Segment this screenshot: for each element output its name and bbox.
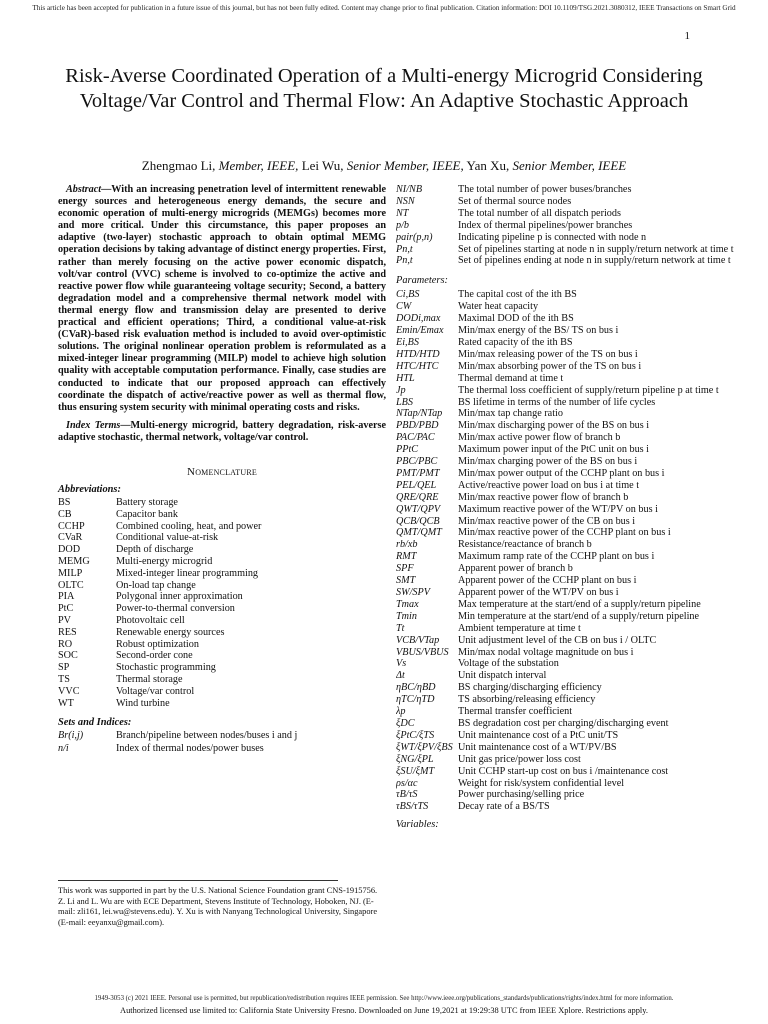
abbreviation-row [58, 627, 386, 639]
abbreviation-row-description: On-load tap change [116, 579, 196, 591]
author-role: Senior Member, IEEE, [346, 158, 464, 173]
abbreviation-row-description: Mixed-integer linear programming [116, 567, 259, 579]
parameter-row-description: Min/max charging power of the BS on bus i [458, 456, 638, 468]
abbreviation-row-description: Stochastic programming [116, 662, 216, 674]
set-row-symbol: NSN [396, 195, 415, 207]
parameter-row [396, 623, 736, 635]
set-row [396, 255, 736, 267]
parameter-row [396, 516, 736, 528]
set-row-description: The total number of power buses/branches [458, 184, 632, 195]
abbreviation-row-symbol: WT [58, 697, 74, 709]
parameter-row-symbol: QWT/QPV [396, 503, 441, 515]
parameter-row [396, 563, 736, 575]
parameter-row [396, 420, 736, 432]
parameter-row-description: Min/max reactive power of the CB on bus i [458, 515, 636, 527]
parameter-row [396, 754, 736, 766]
index-terms-lead: Index Terms [66, 419, 121, 431]
parameter-row [396, 444, 736, 456]
set-row-symbol: Pn,t [396, 243, 413, 255]
parameter-row-symbol: Ci,BS [396, 289, 420, 301]
abbreviation-row-description: Thermal storage [116, 673, 183, 685]
parameter-row [396, 682, 736, 694]
abbreviations-heading: Abbreviations: [58, 483, 121, 495]
parameter-row [396, 658, 736, 670]
parameter-row [396, 611, 736, 623]
parameter-row-description: Rated capacity of the ith BS [458, 336, 573, 348]
abbreviation-row [58, 698, 386, 710]
parameter-row-symbol: CW [396, 301, 412, 313]
abbreviation-row-symbol: PtC [58, 603, 74, 615]
parameter-row [396, 325, 736, 337]
parameter-row-symbol: VCB/VTap [396, 634, 440, 646]
abbreviation-row-symbol: CVaR [58, 532, 83, 544]
parameter-row-description: BS lifetime in terms of the number of life cycles [458, 396, 656, 408]
parameter-row [396, 670, 736, 682]
parameter-row-description: Resistance/reactance of branch b [458, 539, 592, 551]
abbreviation-row [58, 532, 386, 544]
parameter-row-description: Thermal transfer coefficient [458, 706, 573, 718]
abbreviations-list [58, 497, 386, 709]
nomenclature-heading: Nomenclature [187, 465, 257, 478]
variables-heading: Variables: [396, 819, 439, 831]
parameter-row-symbol: PPtC [396, 444, 419, 456]
parameter-row-description: Unit dispatch interval [458, 670, 547, 682]
abbreviation-row-symbol: PIA [58, 591, 75, 603]
parameter-row-symbol: QRE/QRE [396, 491, 439, 503]
parameter-row-symbol: SPF [396, 563, 414, 575]
parameter-row-symbol: NTap/NTap [396, 408, 443, 420]
abbreviation-row [58, 521, 386, 533]
set-row-symbol: NI/NB [396, 184, 423, 195]
parameter-row [396, 730, 736, 742]
parameter-row-symbol: PEL/QEL [396, 479, 437, 491]
sets-list-continued [396, 184, 736, 267]
parameter-row-description: Water heat capacity [458, 301, 539, 313]
parameter-row-description: Unit CCHP start-up cost on bus i /maintenance cost [458, 765, 669, 777]
parameter-row [396, 778, 736, 790]
parameter-row-symbol: rb/xb [396, 539, 418, 551]
set-row [58, 743, 386, 756]
set-row [58, 730, 386, 743]
parameter-row-description: Maximum ramp rate of the CCHP plant on bus i [458, 551, 655, 563]
page-number: 1 [684, 30, 690, 42]
parameter-row [396, 801, 736, 813]
abbreviation-row-description: Wind turbine [116, 697, 170, 709]
parameter-row-description: TS absorbing/releasing efficiency [458, 694, 596, 706]
set-row-description: Index of thermal pipelines/power branches [458, 219, 633, 231]
abbreviation-row-description: Capacitor bank [116, 508, 178, 520]
abbreviation-row-symbol: BS [58, 496, 71, 508]
abbreviation-row [58, 662, 386, 674]
parameter-row-description: Min/max reactive power of the CCHP plant on bus i [458, 527, 671, 539]
abbreviation-row [58, 497, 386, 509]
parameter-row-symbol: PAC/PAC [396, 432, 435, 444]
abstract-text: —With an increasing penetration level of intermittent renewable energy sources and heterogeneous energy demands, the secure and economic operation of multi-energy microgrids (MEMGs) becomes more and more critical. Under this circumstance, this paper proposes an adaptive (two-layer) stochastic approach to obtain optimal MEMG operation decisions by taking advantage of distinct energy properties. First, rather than merely focusing on the active power economic dispatch, volt/var control (VVC) scheme is involved to co-optimize the active and reactive power flow while guaranteeing voltage security; Second, a battery degradation model and a comprehensive thermal network model with thermal energy flow and transmission delay are presented to derive practical and efficient operations; Third, a conditional value-at-risk (CVaR)-based risk evaluation method is included to avoid over-optimistic solutions. The original nonlinear operation problem is reformulated as a mixed-integer linear programming (MILP) model to achieve high solution quality with acceptable computation performance. Finally, case studies are conducted to indicate that our proposed approach can effectively coordinate the dispatch of active/reactive power as well as thermal flow, thus ensuring system security with minimal operating costs and risks. [58, 184, 386, 413]
parameter-row-symbol: ξSU/ξMT [396, 765, 435, 777]
parameter-row-symbol: HTC/HTC [396, 360, 439, 372]
abbreviation-row-description: Robust optimization [116, 638, 199, 650]
abbreviation-row-symbol: RES [58, 626, 77, 638]
author-line [40, 158, 728, 174]
parameter-row-description: Active/reactive power load on bus i at time t [458, 479, 640, 491]
parameter-row-description: Maximum reactive power of the WT/PV on bus i [458, 503, 658, 515]
abbreviation-row-description: Second-order cone [116, 650, 193, 662]
parameter-row-description: Min/max absorbing power of the TS on bus i [458, 360, 642, 372]
parameter-row [396, 706, 736, 718]
parameter-row-symbol: ξNG/ξPL [396, 753, 434, 765]
abbreviation-row [58, 544, 386, 556]
parameter-row-description: Thermal demand at time t [458, 372, 564, 384]
parameter-row [396, 504, 736, 516]
parameter-row-description: BS charging/discharging efficiency [458, 682, 602, 694]
abbreviation-row-symbol: MEMG [58, 555, 90, 567]
parameter-row-symbol: LBS [396, 396, 413, 408]
parameter-row-symbol: Tmax [396, 598, 419, 610]
set-row-description: Set of thermal source nodes [458, 195, 572, 207]
parameter-row-description: Weight for risk/system confidential level [458, 777, 625, 789]
parameter-row [396, 575, 736, 587]
parameter-row-symbol: Emin/Emax [396, 325, 444, 337]
abbreviation-row-description: Depth of discharge [116, 544, 194, 556]
abbreviation-row-symbol: TS [58, 673, 70, 685]
set-row-symbol: Br(i,j) [58, 730, 84, 742]
parameter-row-description: Min/max tap change ratio [458, 408, 563, 420]
parameter-row [396, 587, 736, 599]
abbreviation-row [58, 580, 386, 592]
abbreviation-row [58, 591, 386, 603]
parameter-row-symbol: HTD/HTD [396, 348, 440, 360]
parameter-row-symbol: Jp [396, 384, 406, 396]
parameter-row-symbol: Tmin [396, 610, 417, 622]
index-terms-text: —Multi-energy microgrid, battery degradation, risk-averse adaptive stochastic, thermal network, voltage/var control. [58, 419, 386, 443]
parameters-heading: Parameters: [396, 275, 448, 287]
parameter-row [396, 385, 736, 397]
parameter-row-description: Unit maintenance cost of a WT/PV/BS [458, 741, 617, 753]
parameter-row-symbol: λp [396, 706, 406, 718]
abbreviation-row-symbol: SP [58, 662, 70, 674]
parameter-row [396, 694, 736, 706]
footnote-rule [58, 880, 338, 881]
parameter-row-description: Min/max discharging power of the BS on bus i [458, 420, 650, 432]
parameter-row-description: Min temperature at the start/end of a supply/return pipeline [458, 610, 700, 622]
parameter-row-description: Apparent power of the CCHP plant on bus i [458, 575, 637, 587]
parameter-row [396, 408, 736, 420]
index-terms [58, 420, 386, 444]
parameter-row-description: BS degradation cost per charging/discharging event [458, 717, 669, 729]
abbreviation-row [58, 603, 386, 615]
parameter-row [396, 289, 736, 301]
author-name: Zhengmao Li, [141, 158, 216, 173]
abbreviation-row [58, 674, 386, 686]
abbreviation-row-description: Power-to-thermal conversion [116, 603, 235, 615]
abbreviation-row [58, 509, 386, 521]
parameter-row-symbol: Δt [396, 670, 405, 682]
parameter-row [396, 397, 736, 409]
parameter-row [396, 337, 736, 349]
abbreviation-row-symbol: PV [58, 614, 72, 626]
parameter-row-description: Unit adjustment level of the CB on bus i / OLTC [458, 634, 657, 646]
set-row-symbol: NT [396, 207, 409, 219]
parameter-row-description: Power purchasing/selling price [458, 789, 585, 801]
abbreviation-row [58, 650, 386, 662]
parameter-row-description: Maximum power input of the PtC unit on bus i [458, 444, 650, 456]
parameter-row-symbol: PBC/PBC [396, 456, 438, 468]
parameter-row-description: Maximal DOD of the ith BS [458, 313, 574, 325]
parameter-row-symbol: RMT [396, 551, 417, 563]
parameter-row-symbol: SMT [396, 575, 416, 587]
abbreviation-row-description: Combined cooling, heat, and power [116, 520, 262, 532]
abbreviation-row-symbol: CCHP [58, 520, 85, 532]
parameter-row-description: Min/max energy of the BS/ TS on bus i [458, 325, 619, 337]
parameter-row [396, 647, 736, 659]
parameter-row-symbol: ηTC/ηTD [396, 694, 435, 706]
set-row-description: Set of pipelines ending at node n in supply/return network at time t [458, 255, 731, 267]
set-row-symbol: pair(p,n) [396, 231, 433, 243]
set-row [396, 232, 736, 244]
parameter-row-symbol: Vs [396, 658, 407, 670]
parameter-row [396, 468, 736, 480]
sets-list [58, 730, 386, 755]
parameter-row [396, 492, 736, 504]
set-row [396, 196, 736, 208]
parameter-row [396, 551, 736, 563]
author-name: Yan Xu, [466, 158, 510, 173]
abbreviation-row-description: Multi-energy microgrid [116, 555, 213, 567]
parameter-row-description: Apparent power of the WT/PV on bus i [458, 587, 619, 598]
set-row-symbol: n/i [58, 742, 69, 754]
abbreviation-row-symbol: VVC [58, 685, 80, 697]
abstract-lead: Abstract [66, 184, 102, 195]
copyright-footer: 1949-3053 (c) 2021 IEEE. Personal use is permitted, but republication/redistribution requires IEEE permission. See http://www.ieee.org/publications_standards/publications/rights/index.html for more information. [94, 995, 674, 1002]
parameter-row-description: Ambient temperature at time t [458, 622, 581, 634]
right-column [396, 184, 736, 833]
parameter-row-symbol: Tt [396, 622, 405, 634]
journal-banner: This article has been accepted for publication in a future issue of this journal, but has not been fully edited. Content may change prior to final publication. Citation information: DOI 10.1109/TSG.2021.3080312, IEEE Transactions on Smart Grid [32, 4, 736, 12]
parameter-row [396, 599, 736, 611]
parameter-row [396, 742, 736, 754]
parameter-row-description: Unit gas price/power loss cost [458, 753, 581, 765]
parameter-row [396, 766, 736, 778]
parameter-row-symbol: DODi,max [396, 313, 441, 325]
parameter-row-description: Min/max active power flow of branch b [458, 432, 621, 444]
license-footer: Authorized licensed use limited to: California State University Fresno. Downloaded on June 19,2021 at 19:29:38 UTC from IEEE Xplore. Restrictions apply. [120, 1006, 648, 1015]
abbreviation-row [58, 615, 386, 627]
abbreviation-row-symbol: OLTC [58, 579, 84, 591]
parameter-row-description: Unit maintenance cost of a PtC unit/TS [458, 729, 619, 741]
parameter-row [396, 480, 736, 492]
footnotes [58, 886, 386, 928]
parameter-row-description: Decay rate of a BS/TS [458, 801, 550, 813]
abbreviation-row [58, 686, 386, 698]
parameter-row-symbol: PMT/PMT [396, 467, 440, 479]
abbreviation-row [58, 556, 386, 568]
set-row-description: Set of pipelines starting at node n in supply/return network at time t [458, 243, 734, 255]
parameter-row [396, 349, 736, 361]
set-row-symbol: p/b [396, 219, 410, 231]
abbreviation-row-symbol: SOC [58, 650, 78, 662]
parameter-row [396, 432, 736, 444]
parameter-row-description: Min/max reactive power flow of branch b [458, 491, 629, 503]
abbreviation-row-symbol: RO [58, 638, 73, 650]
set-row-description: Index of thermal nodes/power buses [116, 742, 264, 754]
parameter-row-description: Apparent power of branch b [458, 563, 573, 575]
parameter-row-symbol: ξWT/ξPV/ξBS [396, 741, 453, 753]
parameter-row [396, 361, 736, 373]
abbreviation-row-description: Battery storage [116, 496, 178, 508]
abbreviation-row-description: Renewable energy sources [116, 626, 225, 638]
set-row [396, 208, 736, 220]
parameter-row-symbol: Ei,BS [396, 336, 419, 348]
parameter-row-symbol: ξPtC/ξTS [396, 729, 435, 741]
author-role: Member, IEEE, [218, 158, 299, 173]
parameter-row-description: Min/max power output of the CCHP plant on bus i [458, 467, 665, 479]
abstract [58, 184, 386, 414]
paper-title: Risk-Averse Coordinated Operation of a Multi-energy Microgrid Considering Voltage/Var Control and Thermal Flow: An Adaptive Stochastic Approach [65, 65, 703, 112]
parameter-row-description: Min/max releasing power of the TS on bus i [458, 348, 638, 360]
parameter-row-description: Max temperature at the start/end of a supply/return pipeline [458, 598, 701, 610]
parameter-row-symbol: τB/τS [396, 789, 418, 801]
parameter-row [396, 456, 736, 468]
abbreviation-row-symbol: MILP [58, 567, 83, 579]
parameter-row-description: Min/max nodal voltage magnitude on bus i [458, 646, 634, 658]
set-row-description: The total number of all dispatch periods [458, 207, 621, 219]
parameter-row [396, 527, 736, 539]
parameter-row [396, 718, 736, 730]
parameter-row-description: The capital cost of the ith BS [458, 289, 577, 301]
parameter-row-symbol: VBUS/VBUS [396, 646, 449, 658]
parameter-row [396, 539, 736, 551]
parameter-row-symbol: PBD/PBD [396, 420, 439, 432]
abbreviation-row-description: Conditional value-at-risk [116, 532, 219, 544]
set-row-symbol: Pn,t [396, 255, 413, 267]
abbreviation-row-symbol: DOD [58, 544, 81, 556]
footnote-affiliations: Z. Li and L. Wu are with ECE Department, Stevens Institute of Technology, Hoboken, NJ. (E-mail: zli161, lei.wu@stevens.edu). Y. Xu is with Nanyang Technological University, Singapore (E-mail: eeyanxu@gmail.com). [58, 896, 378, 927]
parameters-list [396, 289, 736, 813]
set-row-description: Branch/pipeline between nodes/buses i and j [116, 730, 298, 742]
author-role: Senior Member, IEEE [512, 158, 627, 173]
set-row [396, 220, 736, 232]
parameter-row-symbol: τBS/τTS [396, 801, 429, 813]
abbreviation-row [58, 639, 386, 651]
parameter-row-symbol: SW/SPV [396, 587, 430, 598]
parameter-row [396, 373, 736, 385]
sets-heading: Sets and Indices: [58, 717, 132, 729]
set-row [396, 184, 736, 196]
parameter-row-symbol: HTL [396, 372, 415, 384]
parameter-row [396, 635, 736, 647]
set-row [396, 244, 736, 256]
parameter-row [396, 313, 736, 325]
abbreviation-row-description: Voltage/var control [116, 685, 195, 697]
footnote-funding: This work was supported in part by the U.S. National Science Foundation grant CNS-1915756. [58, 886, 378, 895]
parameter-row-symbol: ηBC/ηBD [396, 682, 436, 694]
parameter-row-symbol: ξDC [396, 717, 415, 729]
parameter-row-symbol: QMT/QMT [396, 527, 442, 539]
parameter-row [396, 789, 736, 801]
abbreviation-row-description: Photovoltaic cell [116, 614, 185, 626]
parameter-row-description: Voltage of the substation [458, 658, 559, 670]
parameter-row-symbol: ρs/αc [396, 777, 418, 789]
parameter-row [396, 301, 736, 313]
abbreviation-row-description: Polygonal inner approximation [116, 591, 243, 603]
left-column [58, 184, 386, 755]
parameter-row-description: The thermal loss coefficient of supply/return pipeline p at time t [458, 384, 719, 396]
author-name: Lei Wu, [301, 158, 344, 173]
abbreviation-row-symbol: CB [58, 508, 72, 520]
abbreviation-row [58, 568, 386, 580]
set-row-description: Indicating pipeline p is connected with node n [458, 231, 647, 243]
parameter-row-symbol: QCB/QCB [396, 515, 440, 527]
